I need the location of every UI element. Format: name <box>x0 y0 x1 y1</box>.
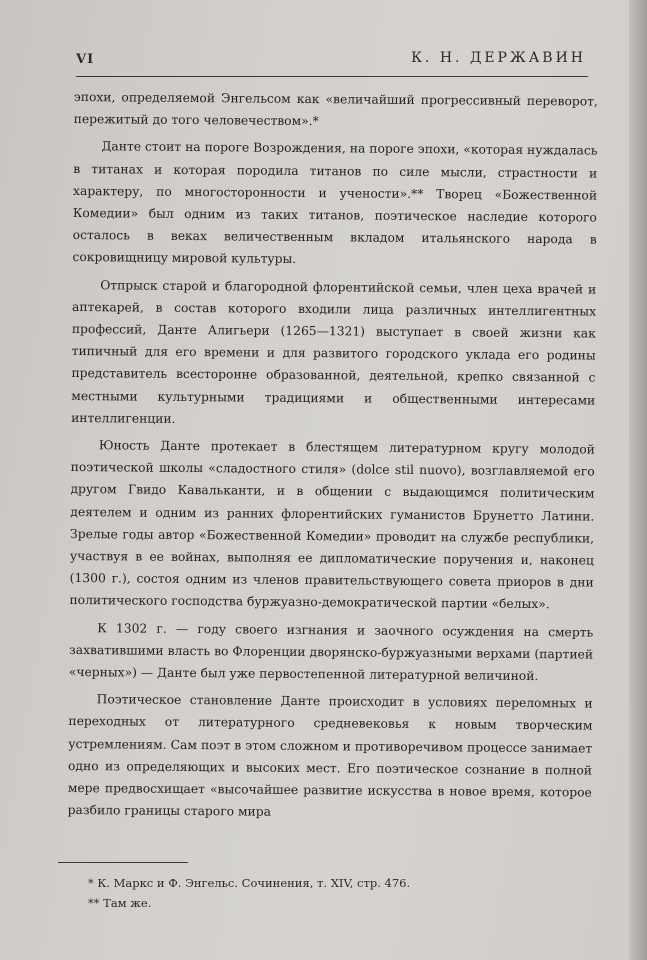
page-header <box>76 48 586 72</box>
paragraph-5: К 1302 г. — году своего изгнания и заочного осуждения на смерть захватившими власть во Флоренции дворянско-буржуазными верхами (партией «черных») — Данте был уже первостепенной литературной величиной. <box>68 620 594 684</box>
footnote-2: ** Там же. <box>88 896 152 910</box>
paragraph-2: Данте стоит на пороге Возрождения, на пороге эпохи, «которая нуждалась в титанах и которая породила титанов по силе мысли, страстности и характеру, по многосторонности и учености».** Творец «Божественной Комедии» был одним из таких титанов, поэтическое наследие которого осталось в веках величественным вкладом итальянского народа в сокровищницу мировой культуры. <box>72 139 598 267</box>
header-rule <box>76 76 588 77</box>
paragraph-3: Отпрыск старой и благородной флорентийской семьи, член цеха врачей и аптекарей, в состав которого входили лица различных интеллигентных профессий, Данте Алигьери (1265—1321) выступает в своей жизни как типичный для его времени и для развитого городского уклада его родины представитель всесторонне образованной, деятельной, крепко связанной с местными культурными традициями и общественными интересами интеллигенции. <box>71 277 597 426</box>
footnote-rule <box>58 862 188 863</box>
footnote-1: * К. Маркс и Ф. Энгельс. Сочинения, т. XIV, стр. 476. <box>88 876 411 890</box>
paragraph-1: эпохи, определяемой Энгельсом как «величайший прогрессивный переворот, пережитый до того человечеством».* <box>73 89 598 129</box>
paragraph-4: Юность Данте протекает в блестящем литературном кругу молодой поэтической школы «сладостного стиля» (dolce stil nuovo), возглавляемой его другом Гвидо Кавальканти, и в общении с выдающимся политическим деятелем и одним из ранних флорентийских гуманистов Брунетто Латини. Зрелые годы автор «Божественной Комедии» проводит на службе республики, участвуя в ее войнах, выполняя ее дипломатические поручения и, наконец (1300 г.), состоя одним из членов правительствующего совета приоров в дни политического господства буржуазно-демократической партии «белых». <box>69 438 595 612</box>
adjacent-page-edge <box>629 0 647 960</box>
body-text <box>68 86 598 826</box>
paragraph-6: Поэтическое становление Данте происходит в условиях переломных и переходных от литературного средневековья к новым творческим устремлениям. Сам поэт в этом сложном и противоречивом процессе занимает одно из определяющих и высоких мест. Его поэтическое сознание в полной мере предвосхищает «высочайшее развитие искусства в новое время, которое разбило границы старого мира <box>67 692 593 820</box>
footnotes <box>88 873 608 913</box>
running-head: К. Н. ДЕРЖАВИН <box>411 50 586 66</box>
page-number: VI <box>76 52 95 67</box>
